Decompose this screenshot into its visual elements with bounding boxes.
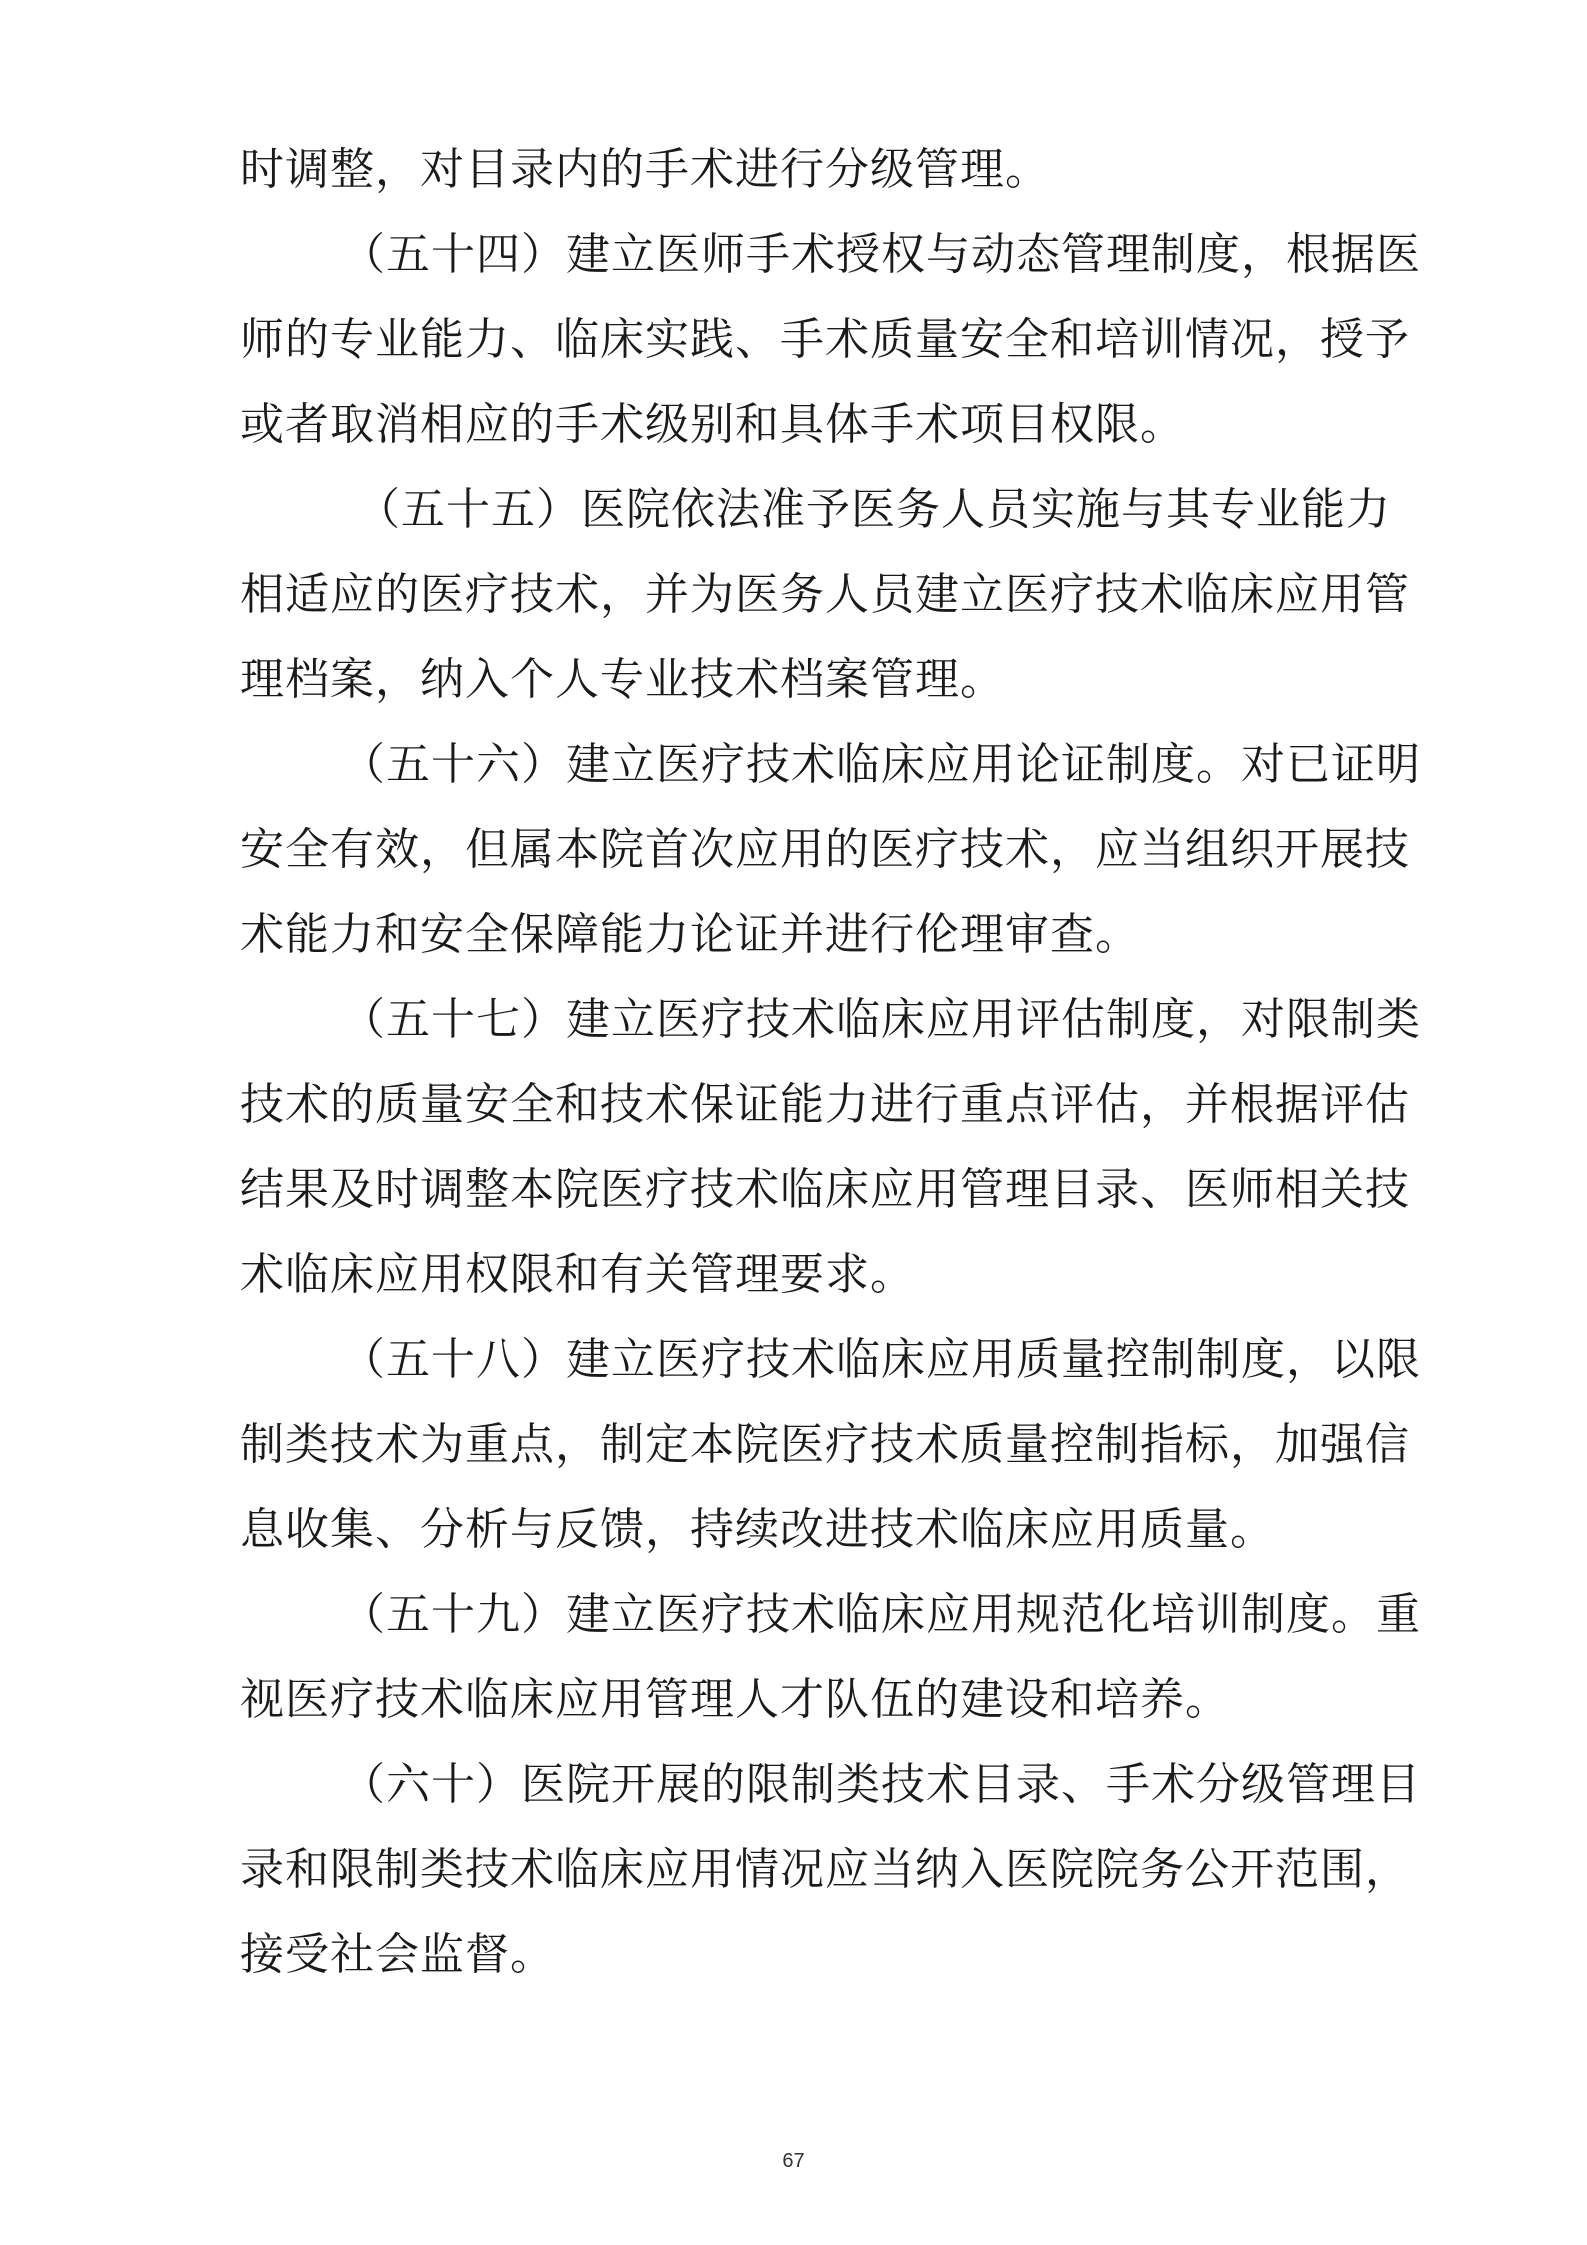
page-number: 67 — [782, 2150, 805, 2172]
text-line: 术临床应用权限和有关管理要求。 — [240, 1249, 915, 1300]
text-line: （五十四）建立医师手术授权与动态管理制度，根据医 — [341, 229, 1421, 280]
text-line: （五十九）建立医疗技术临床应用规范化培训制度。重 — [341, 1589, 1421, 1640]
text-line: 技术的质量安全和技术保证能力进行重点评估，并根据评估 — [240, 1079, 1410, 1130]
text-line: 视医疗技术临床应用管理人才队伍的建设和培养。 — [240, 1674, 1230, 1725]
text-line: 理档案，纳入个人专业技术档案管理。 — [240, 654, 1005, 705]
text-line: 或者取消相应的手术级别和具体手术项目权限。 — [240, 399, 1185, 450]
text-line: （五十七）建立医疗技术临床应用评估制度，对限制类 — [341, 994, 1421, 1045]
text-line: （六十）医院开展的限制类技术目录、手术分级管理目 — [341, 1759, 1421, 1810]
text-line: 息收集、分析与反馈，持续改进技术临床应用质量。 — [240, 1504, 1275, 1555]
text-line: （五十六）建立医疗技术临床应用论证制度。对已证明 — [341, 739, 1421, 790]
text-line: 录和限制类技术临床应用情况应当纳入医院院务公开范围， — [240, 1844, 1410, 1895]
text-line: 时调整，对目录内的手术进行分级管理。 — [240, 144, 1050, 195]
text-line: 接受社会监督。 — [240, 1929, 555, 1980]
text-line: 结果及时调整本院医疗技术临床应用管理目录、医师相关技 — [240, 1164, 1410, 1215]
text-line: （五十五）医院依法准予医务人员实施与其专业能力 — [356, 484, 1391, 535]
text-line: 制类技术为重点，制定本院医疗技术质量控制指标，加强信 — [240, 1419, 1410, 1470]
text-line: 安全有效，但属本院首次应用的医疗技术，应当组织开展技 — [240, 824, 1410, 875]
text-line: 师的专业能力、临床实践、手术质量安全和培训情况，授予 — [240, 314, 1410, 365]
text-line: 术能力和安全保障能力论证并进行伦理审查。 — [240, 909, 1140, 960]
text-line: 相适应的医疗技术，并为医务人员建立医疗技术临床应用管 — [240, 569, 1410, 620]
text-line: （五十八）建立医疗技术临床应用质量控制制度，以限 — [341, 1334, 1421, 1385]
